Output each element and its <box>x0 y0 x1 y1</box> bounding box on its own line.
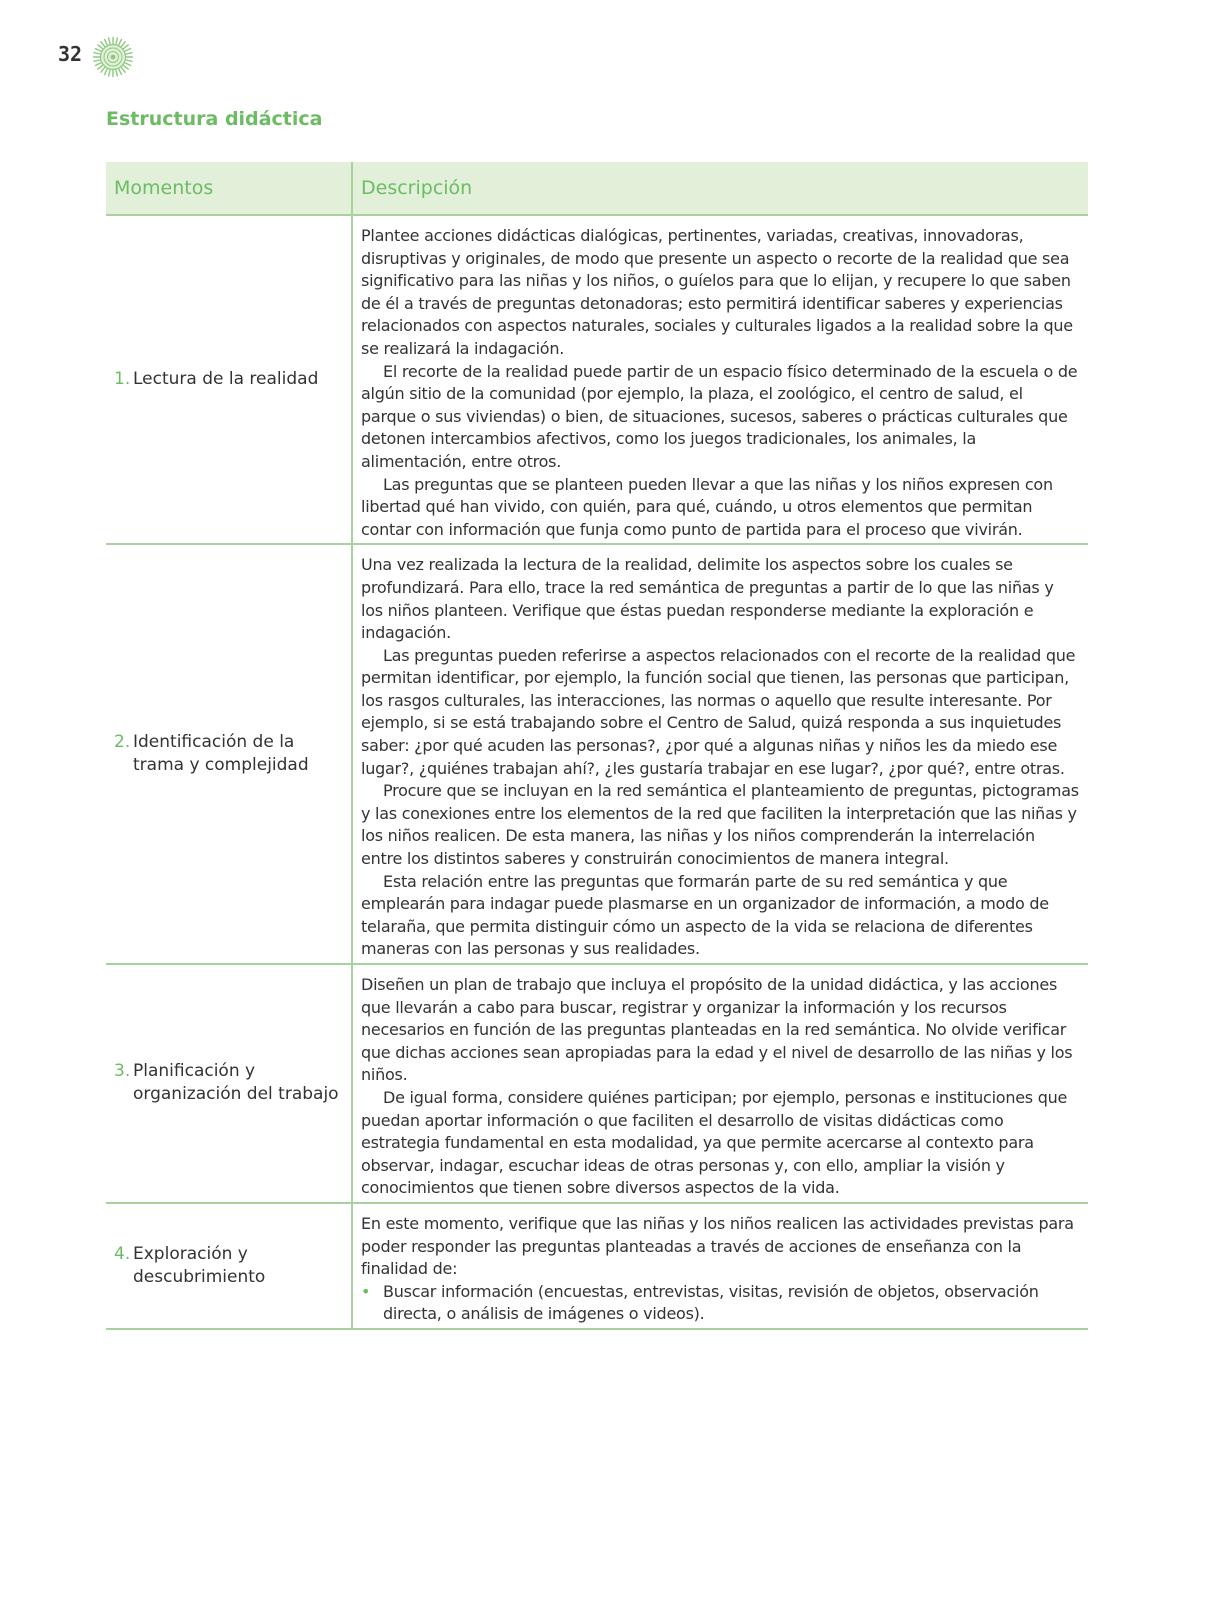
moment-number: 1. <box>114 369 131 390</box>
moment-label: Planificación y organización del trabajo <box>133 1061 339 1105</box>
moment-label: Exploración y descubrimiento <box>133 1243 266 1287</box>
table-row <box>106 964 1088 1203</box>
description-paragraph: Las preguntas que se planteen pueden llevar a que las niñas y los niños expresen con libertad qué han vivido, con quién, para qué, cuándo, u otros elementos que permitan contar con información que funja como punto de partida para el proceso que vivirán. <box>361 474 1053 539</box>
header-descripcion: Descripción <box>352 162 1088 215</box>
page-number: 32 <box>58 42 83 66</box>
description-paragraph: Procure que se incluyan en la red semántica el planteamiento de preguntas, pictogramas y las conexiones entre los elementos de la red que faciliten la interpretación que las niñas y los niños realicen. De esta manera, las niñas y los niños comprenderán la interrelación entre los distintos saberes y construirán conocimientos de manera integral. <box>361 781 1079 869</box>
moment-cell <box>106 215 352 544</box>
table-row <box>106 544 1088 964</box>
description-paragraph: Una vez realizada la lectura de la realidad, delimite los aspectos sobre los cuales se profundizará. Para ello, trace la red semántica de preguntas a partir de lo que las niñas y los niños planteen. Verifique que éstas puedan responderse mediante la exploración e indagación. <box>361 555 1054 643</box>
description-paragraph: De igual forma, considere quiénes participan; por ejemplo, personas e instituciones que puedan aportar información o que faciliten el desarrollo de visitas didácticas como estrategia fundamental en esta modalidad, ya que permite acercarse al contexto para observar, indagar, escuchar ideas de otras personas y, con ello, ampliar la visión y conocimientos que tienen sobre diversos aspectos de la vida. <box>361 1087 1068 1198</box>
description-cell <box>352 544 1088 964</box>
description-cell <box>352 964 1088 1203</box>
moment-cell <box>106 964 352 1203</box>
description-cell <box>352 215 1088 544</box>
moment-cell <box>106 1203 352 1329</box>
description-paragraph: Esta relación entre las preguntas que formarán parte de su red semántica y que emplearán para indagar puede plasmarse en un organizador de información, a modo de telaraña, que permita distinguir cómo un aspecto de la vida se relaciona de diferentes maneras con las personas y sus realidades. <box>361 871 1049 959</box>
description-paragraph: Las preguntas pueden referirse a aspectos relacionados con el recorte de la realidad que permitan identificar, por ejemplo, la función social que tienen, las personas que participan, los rasgos culturales, las interacciones, las normas o aquello que resulte interesante. Por ejemplo, si se está trabajando sobre el Centro de Salud, quizá responda a sus inquietudes saber: ¿por qué acuden las personas?, ¿por qué a algunas niñas y niños les da miedo ese lugar?, ¿quiénes trabajan ahí?, ¿les gustaría trabajar en ese lugar?, ¿por qué?, entre otras. <box>361 645 1076 778</box>
bullet-icon: • <box>361 1281 371 1301</box>
description-paragraph: En este momento, verifique que las niñas y los niños realicen las actividades previstas para poder responder las preguntas planteadas a través de acciones de enseñanza con la finalidad de: <box>361 1213 1074 1279</box>
description-paragraph: Diseñen un plan de trabajo que incluya el propósito de la unidad didáctica, y las acciones que llevarán a cabo para buscar, registrar y organizar la información y los recursos necesarios en función de las preguntas planteadas en la red semántica. No olvide verificar que dichas acciones sean apropiadas para la edad y el nivel de desarrollo de las niñas y los niños. <box>361 975 1073 1085</box>
sun-spiral-emblem-icon <box>92 36 134 78</box>
table-row <box>106 215 1088 544</box>
didactic-structure-table <box>106 162 1088 1330</box>
moment-number: 3. <box>114 1061 131 1082</box>
moment-label: Identificación de la trama y complejidad <box>133 732 309 776</box>
moment-number: 4. <box>114 1243 131 1264</box>
description-cell <box>352 1203 1088 1329</box>
section-title: Estructura didáctica <box>106 108 323 130</box>
header-momentos: Momentos <box>106 162 352 215</box>
moment-cell <box>106 544 352 964</box>
table-row <box>106 1203 1088 1329</box>
bullet-item <box>361 1281 1080 1326</box>
description-paragraph: El recorte de la realidad puede partir de un espacio físico determinado de la escuela o de algún sitio de la comunidad (por ejemplo, la plaza, el zoológico, el centro de salud, el parque o sus viviendas) o bien, de situaciones, sucesos, saberes o prácticas culturales que detonen intercambios afectivos, como los juegos tradicionales, los animales, la alimentación, entre otros. <box>361 361 1078 471</box>
moment-label: Lectura de la realidad <box>133 369 319 390</box>
moment-number: 2. <box>114 732 131 753</box>
table-header-row <box>106 162 1088 215</box>
description-paragraph: Plantee acciones didácticas dialógicas, pertinentes, variadas, creativas, innovadoras, disruptivas y originales, de modo que presente un aspecto o recorte de la realidad que sea significativo para las niñas y los niños, o guíelos para que lo elijan, y recupere lo que saben de él a través de preguntas detonadoras; esto permitirá identificar saberes y experiencias relacionados con aspectos naturales, sociales y culturales ligados a la realidad sobre la que se realizará la indagación. <box>361 226 1073 358</box>
bullet-text: Buscar información (encuestas, entrevistas, visitas, revisión de objetos, observación directa, o análisis de imágenes o videos). <box>383 1281 1039 1324</box>
